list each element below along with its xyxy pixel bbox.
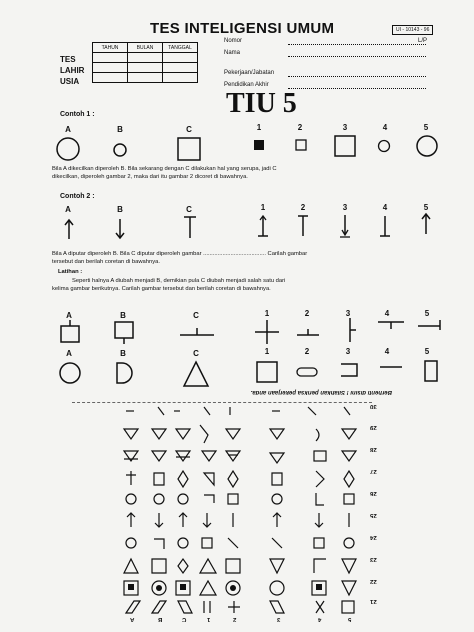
- option-3[interactable]: 3: [345, 309, 351, 318]
- latihan-text-1: Seperti halnya A diubah menjadi B, demikian pula C diubah menjadi salah satu dari: [72, 278, 286, 284]
- option-4[interactable]: 4: [384, 309, 390, 318]
- square-tick-bottom-shape: [112, 320, 136, 344]
- option-2[interactable]: 2: [300, 203, 306, 212]
- option-1[interactable]: 1: [264, 347, 270, 356]
- option-1[interactable]: 1: [260, 203, 266, 212]
- option-4[interactable]: 4: [384, 347, 390, 356]
- circle-shape: [58, 361, 82, 385]
- rounded-rect-shape: [296, 366, 318, 378]
- cell[interactable]: [128, 73, 163, 83]
- cell[interactable]: [93, 53, 128, 63]
- option-5[interactable]: 5: [424, 347, 430, 356]
- option-2[interactable]: 2: [297, 123, 303, 132]
- row-number: 26: [370, 490, 377, 496]
- contoh1-title: Contoh 1 :: [60, 111, 95, 118]
- col-label: 2: [233, 616, 237, 622]
- row-number: 27: [370, 468, 377, 474]
- large-square-shape: [176, 136, 202, 162]
- option-3[interactable]: 3: [342, 123, 348, 132]
- large-circle-shape: [55, 136, 81, 162]
- option-1[interactable]: 1: [256, 123, 262, 132]
- label-c: C: [193, 311, 199, 320]
- col-tanggal: TANGGAL: [163, 43, 198, 53]
- large-square-shape: [333, 134, 357, 158]
- instruction-reversed: Berhenti disini ! Silahkan periksa pekerjaan anda.: [250, 389, 392, 395]
- col-label: 5: [348, 616, 352, 622]
- row-number: 29: [370, 424, 377, 430]
- label-a: A: [66, 311, 72, 320]
- line-shape: [380, 360, 402, 374]
- row-label-tes: TES: [60, 55, 76, 64]
- contoh2-title: Contoh 2 :: [60, 193, 95, 200]
- half-square-shape: [339, 362, 359, 378]
- col-label: 4: [318, 616, 322, 622]
- latihan-text-2: kelima gambar berikutnya. Carilah gambar tersebut dan berilah coretan di bawahnya.: [52, 286, 271, 292]
- arrow-down-shape: [113, 218, 127, 240]
- small-circle-shape: [112, 142, 128, 158]
- label-b: B: [117, 125, 123, 134]
- field-nama[interactable]: [288, 50, 426, 57]
- tee-up-shape: [296, 214, 310, 238]
- row-number: 21: [370, 598, 377, 604]
- row-label-usia: USIA: [60, 77, 80, 86]
- label-b: B: [120, 311, 126, 320]
- form-code: UI - 10143 - 96: [392, 25, 433, 35]
- large-circle-shape: [415, 134, 439, 158]
- option-5[interactable]: 5: [424, 309, 430, 318]
- option-3[interactable]: 3: [345, 347, 351, 356]
- label-a: A: [66, 349, 72, 358]
- option-1[interactable]: 1: [264, 309, 270, 318]
- arrow-up-shape: [62, 218, 76, 240]
- section-title: TIU 5: [226, 88, 297, 119]
- row-number: 30: [370, 403, 377, 409]
- label-a: A: [65, 125, 71, 134]
- option-5[interactable]: 5: [423, 203, 429, 212]
- small-circle-shape: [377, 139, 391, 153]
- cell[interactable]: [163, 53, 198, 63]
- figure-grid[interactable]: [118, 403, 368, 615]
- row-label-lahir: LAHIR: [60, 66, 85, 75]
- col-label: C: [182, 616, 187, 622]
- row-number: 28: [370, 446, 377, 452]
- label-c: C: [186, 205, 192, 214]
- cell[interactable]: [163, 73, 198, 83]
- cell[interactable]: [128, 63, 163, 73]
- label-c: C: [186, 125, 192, 134]
- cell[interactable]: [93, 73, 128, 83]
- field-nomor[interactable]: [288, 38, 426, 45]
- label-c: C: [193, 349, 199, 358]
- field-label-nomor: Nomor: [224, 38, 243, 44]
- col-label: A: [130, 616, 135, 622]
- col-bulan: BULAN: [128, 43, 163, 53]
- t-bar-shape: [182, 215, 198, 239]
- line-tick-down-shape: [378, 320, 404, 330]
- label-a: A: [65, 205, 71, 214]
- half-circle-shape: [114, 361, 134, 385]
- option-4[interactable]: 4: [382, 203, 388, 212]
- tall-rect-shape: [423, 359, 439, 383]
- line-tick-top-shape: [180, 328, 214, 338]
- col-label: 3: [277, 616, 281, 622]
- small-square-shape: [295, 139, 307, 151]
- field-label-pekerjaan: Pekerjaan/Jabatan: [224, 70, 275, 76]
- option-3[interactable]: 3: [342, 203, 348, 212]
- option-5[interactable]: 5: [423, 123, 429, 132]
- contoh2-text-1: Bila A diputar diperoleh B. Bila C diputar diperoleh gambar ....................................... Carilah gambar: [52, 251, 308, 257]
- arrow-up-shape: [419, 212, 433, 236]
- gender-label: L/P: [418, 38, 428, 44]
- row-number: 23: [370, 556, 377, 562]
- latihan-title: Latihan :: [58, 269, 83, 275]
- cell[interactable]: [93, 63, 128, 73]
- square-tick-top-shape: [58, 320, 82, 344]
- contoh1-text-1: Bila A dikecilkan diperoleh B. Bila sekarang dengan C dilakukan hal yang serupa, jadi C: [52, 166, 277, 172]
- square-shape: [255, 360, 279, 384]
- contoh2-text-2: tersebut dan berilah coretan di bawahnya.: [52, 259, 160, 265]
- arrow-t-shape: [256, 214, 270, 238]
- row-number: 24: [370, 534, 377, 540]
- col-label: B: [158, 616, 163, 622]
- triangle-shape: [182, 360, 210, 388]
- page-title: TES INTELIGENSI UMUM: [150, 20, 335, 37]
- line-tick-end-shape: [418, 318, 442, 332]
- cell[interactable]: [128, 53, 163, 63]
- option-2[interactable]: 2: [304, 309, 310, 318]
- field-pekerjaan[interactable]: [288, 70, 426, 77]
- field-label-nama: Nama: [224, 50, 241, 56]
- filled-square-shape: [253, 139, 265, 151]
- row-number: 25: [370, 512, 377, 518]
- col-label: 1: [207, 616, 211, 622]
- option-4[interactable]: 4: [382, 123, 388, 132]
- col-tahun: TAHUN: [93, 43, 128, 53]
- option-2[interactable]: 2: [304, 347, 310, 356]
- inverted-tee-shape: [378, 214, 392, 238]
- field-pendidikan[interactable]: [288, 82, 426, 89]
- arrow-down-bar-shape: [338, 214, 352, 238]
- vline-tick-shape: [343, 318, 357, 342]
- plus-shape: [255, 320, 279, 344]
- contoh1-text-2: dikecilkan, diperoleh gambar 2, maka dari itu gambar 2 dicoret di bawahnya.: [52, 174, 248, 180]
- field-label-pendidikan: Pendidikan Akhir: [224, 82, 269, 88]
- label-b: B: [117, 205, 123, 214]
- date-table: [92, 42, 198, 83]
- cell[interactable]: [163, 63, 198, 73]
- row-number: 22: [370, 578, 377, 584]
- line-tick-up-shape: [297, 326, 319, 338]
- label-b: B: [120, 349, 126, 358]
